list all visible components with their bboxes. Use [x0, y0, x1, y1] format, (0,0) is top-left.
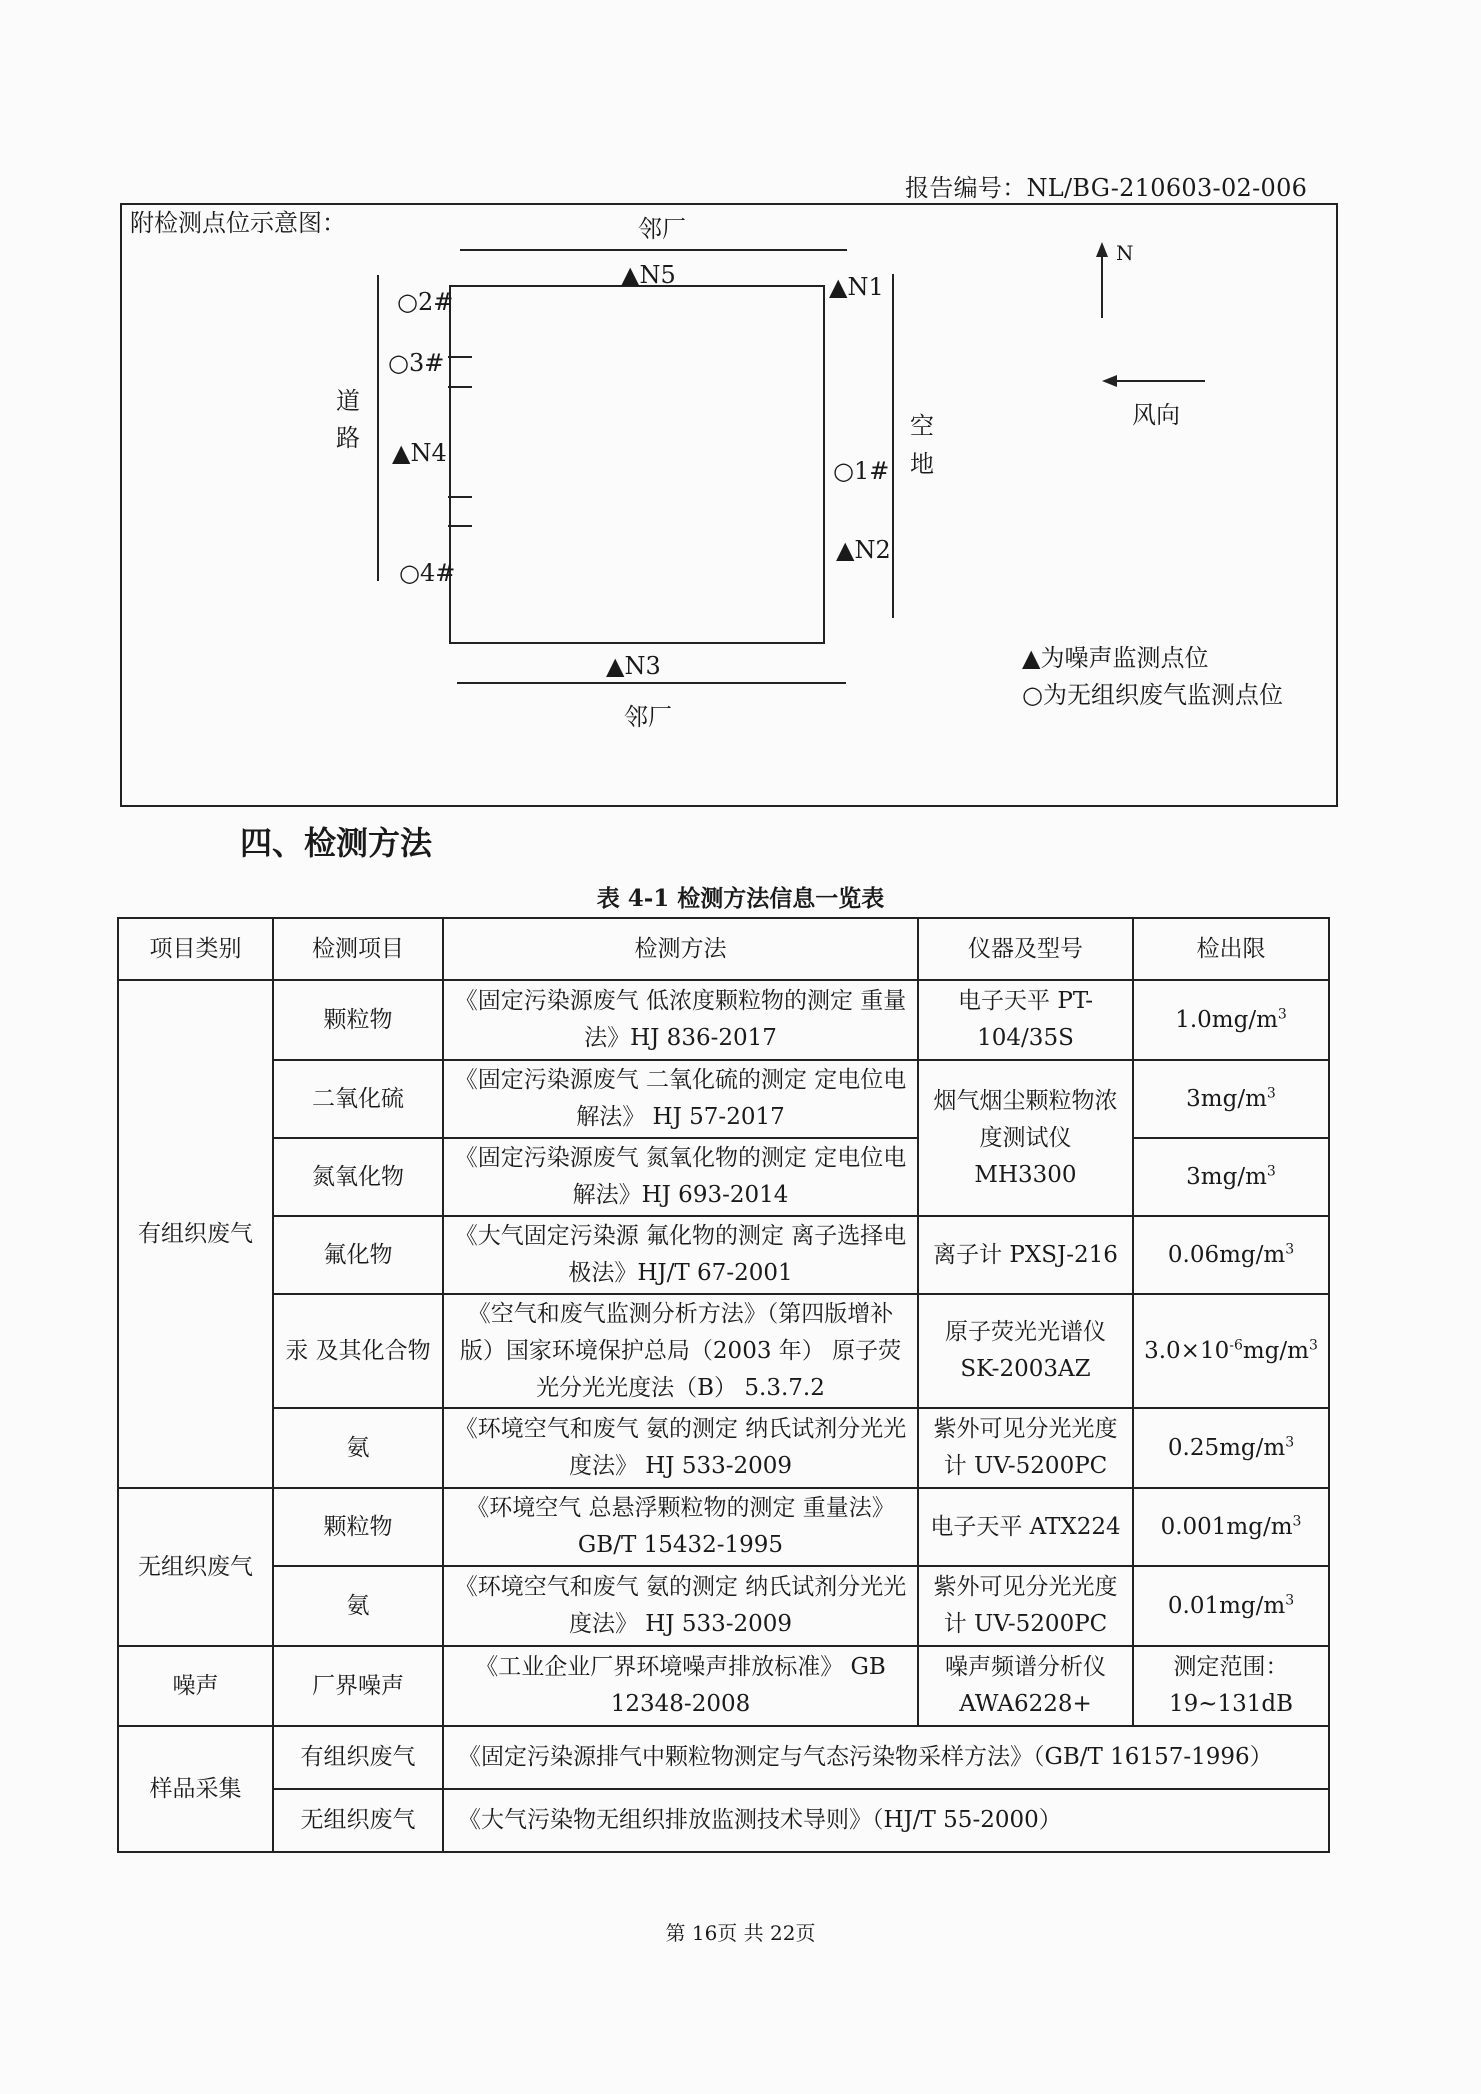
method-table: [117, 917, 1330, 1853]
header-limit: 检出限: [1133, 918, 1329, 980]
item-cell: 无组织废气: [273, 1789, 443, 1852]
method-cell: 《环境空气和废气 氨的测定 纳氏试剂分光光度法》 HJ 533-2009: [443, 1408, 918, 1488]
header-instrument: 仪器及型号: [918, 918, 1133, 980]
diagram-drawing: [122, 205, 1340, 809]
method-cell: 《固定污染源废气 氮氧化物的测定 定电位电解法》HJ 693-2014: [443, 1138, 918, 1216]
method-cell: 《固定污染源排气中颗粒物测定与气态污染物采样方法》（GB/T 16157-1996）: [443, 1726, 1329, 1789]
limit-cell: $0.25mg/m^3$: [1133, 1408, 1329, 1488]
item-cell: 颗粒物: [273, 1488, 443, 1566]
table-row: [118, 1060, 1329, 1138]
circle-icon: ○: [397, 288, 418, 316]
table-row: [118, 1294, 1329, 1408]
table-row: [118, 1566, 1329, 1646]
table-row: [118, 1646, 1329, 1726]
empty-land-label-1: 空: [910, 412, 934, 440]
method-cell: 《固定污染源废气 二氧化硫的测定 定电位电解法》 HJ 57-2017: [443, 1060, 918, 1138]
limit-cell: $1.0mg/m^3$: [1133, 980, 1329, 1060]
table-row: [118, 1408, 1329, 1488]
report-number: 报告编号：NL/BG-210603-02-006: [905, 174, 1308, 202]
section-title: 四、检测方法: [240, 824, 433, 862]
table-row: [118, 1216, 1329, 1294]
noise-point-n4: ▲N4: [392, 439, 447, 467]
limit-cell: $3.0\times 10^{-6}mg/m^3$: [1133, 1294, 1329, 1408]
item-cell: 颗粒物: [273, 980, 443, 1060]
table-header-row: [118, 918, 1329, 980]
method-cell: 《工业企业厂界环境噪声排放标准》 GB 12348-2008: [443, 1646, 918, 1726]
method-cell: 《固定污染源废气 低浓度颗粒物的测定 重量法》HJ 836-2017: [443, 980, 918, 1060]
wind-direction-label: 风向: [1132, 401, 1180, 429]
gas-point-4: ○4#: [399, 559, 456, 587]
method-cell: 《环境空气和废气 氨的测定 纳氏试剂分光光度法》 HJ 533-2009: [443, 1566, 918, 1646]
gas-point-2: ○2#: [397, 288, 454, 316]
item-cell: 有组织废气: [273, 1726, 443, 1789]
table-title: 表 4-1 检测方法信息一览表: [596, 885, 885, 912]
triangle-icon: ▲: [836, 536, 855, 564]
instrument-cell: 原子荧光光谱仪 SK-2003AZ: [918, 1294, 1133, 1408]
triangle-icon: ▲: [392, 439, 411, 467]
north-label: N: [1116, 241, 1134, 265]
empty-land-label-2: 地: [910, 450, 934, 478]
method-cell: 《大气固定污染源 氟化物的测定 离子选择电极法》HJ/T 67-2001: [443, 1216, 918, 1294]
instrument-cell: 电子天平 PT-104/35S: [918, 980, 1133, 1060]
noise-point-n3: ▲N3: [606, 652, 661, 680]
limit-cell: $0.01mg/m^3$: [1133, 1566, 1329, 1646]
header-category: 项目类别: [118, 918, 273, 980]
noise-point-n1: ▲N1: [829, 273, 884, 301]
instrument-cell: 噪声频谱分析仪 AWA6228+: [918, 1646, 1133, 1726]
item-cell: 氮氧化物: [273, 1138, 443, 1216]
item-cell: 二氧化硫: [273, 1060, 443, 1138]
circle-icon: ○: [833, 457, 854, 485]
monitoring-point-diagram: [120, 203, 1338, 807]
instrument-cell: 电子天平 ATX224: [918, 1488, 1133, 1566]
table-row: [118, 1789, 1329, 1852]
instrument-cell: 离子计 PXSJ-216: [918, 1216, 1133, 1294]
noise-point-n2: ▲N2: [836, 536, 891, 564]
instrument-cell: 紫外可见分光光度计 UV-5200PC: [918, 1566, 1133, 1646]
method-cell: 《空气和废气监测分析方法》（第四版增补版）国家环境保护总局（2003 年） 原子荧光分光光度法（B） 5.3.7.2: [443, 1294, 918, 1408]
circle-icon: ○: [399, 559, 420, 587]
item-cell: 氨: [273, 1408, 443, 1488]
table-row: [118, 980, 1329, 1060]
triangle-icon: ▲: [621, 261, 640, 289]
table-row: [118, 1488, 1329, 1566]
header-item: 检测项目: [273, 918, 443, 980]
method-cell: 《环境空气 总悬浮颗粒物的测定 重量法》GB/T 15432-1995: [443, 1488, 918, 1566]
limit-cell: $3mg/m^3$: [1133, 1138, 1329, 1216]
noise-point-n5: ▲N5: [621, 261, 676, 289]
table-row: [118, 1138, 1329, 1216]
instrument-cell: 烟气烟尘颗粒物浓度测试仪 MH3300: [918, 1060, 1133, 1216]
method-cell: 《大气污染物无组织排放监测技术导则》（HJ/T 55-2000）: [443, 1789, 1329, 1852]
category-cell: 噪声: [118, 1646, 273, 1726]
instrument-cell: 紫外可见分光光度计 UV-5200PC: [918, 1408, 1133, 1488]
legend-noise: ▲为噪声监测点位: [1022, 644, 1209, 672]
table-row: [118, 1726, 1329, 1789]
triangle-icon: ▲: [606, 652, 625, 680]
category-cell: 无组织废气: [118, 1488, 273, 1646]
road-label-1: 道: [336, 387, 360, 415]
category-cell: 有组织废气: [118, 980, 273, 1488]
plant-boundary: [450, 286, 824, 643]
limit-cell: 测定范围： 19~131dB: [1133, 1646, 1329, 1726]
item-cell: 汞 及其化合物: [273, 1294, 443, 1408]
header-method: 检测方法: [443, 918, 918, 980]
limit-cell: $0.001mg/m^3$: [1133, 1488, 1329, 1566]
limit-cell: $0.06mg/m^3$: [1133, 1216, 1329, 1294]
road-label-2: 路: [336, 424, 360, 452]
circle-icon: ○: [388, 349, 409, 377]
diagram-caption: 附检测点位示意图：: [130, 209, 346, 237]
item-cell: 厂界噪声: [273, 1646, 443, 1726]
gas-point-1: ○1#: [833, 457, 890, 485]
neighbor-top-label: 邻厂: [638, 215, 686, 243]
limit-cell: $3mg/m^3$: [1133, 1060, 1329, 1138]
page-footer: 第 16页 共 22页: [665, 1921, 816, 1945]
neighbor-bottom-label: 邻厂: [624, 703, 672, 731]
item-cell: 氨: [273, 1566, 443, 1646]
item-cell: 氟化物: [273, 1216, 443, 1294]
legend-gas: ○为无组织废气监测点位: [1022, 681, 1283, 709]
triangle-icon: ▲: [829, 273, 848, 301]
category-cell: 样品采集: [118, 1726, 273, 1852]
gas-point-3: ○3#: [388, 349, 445, 377]
